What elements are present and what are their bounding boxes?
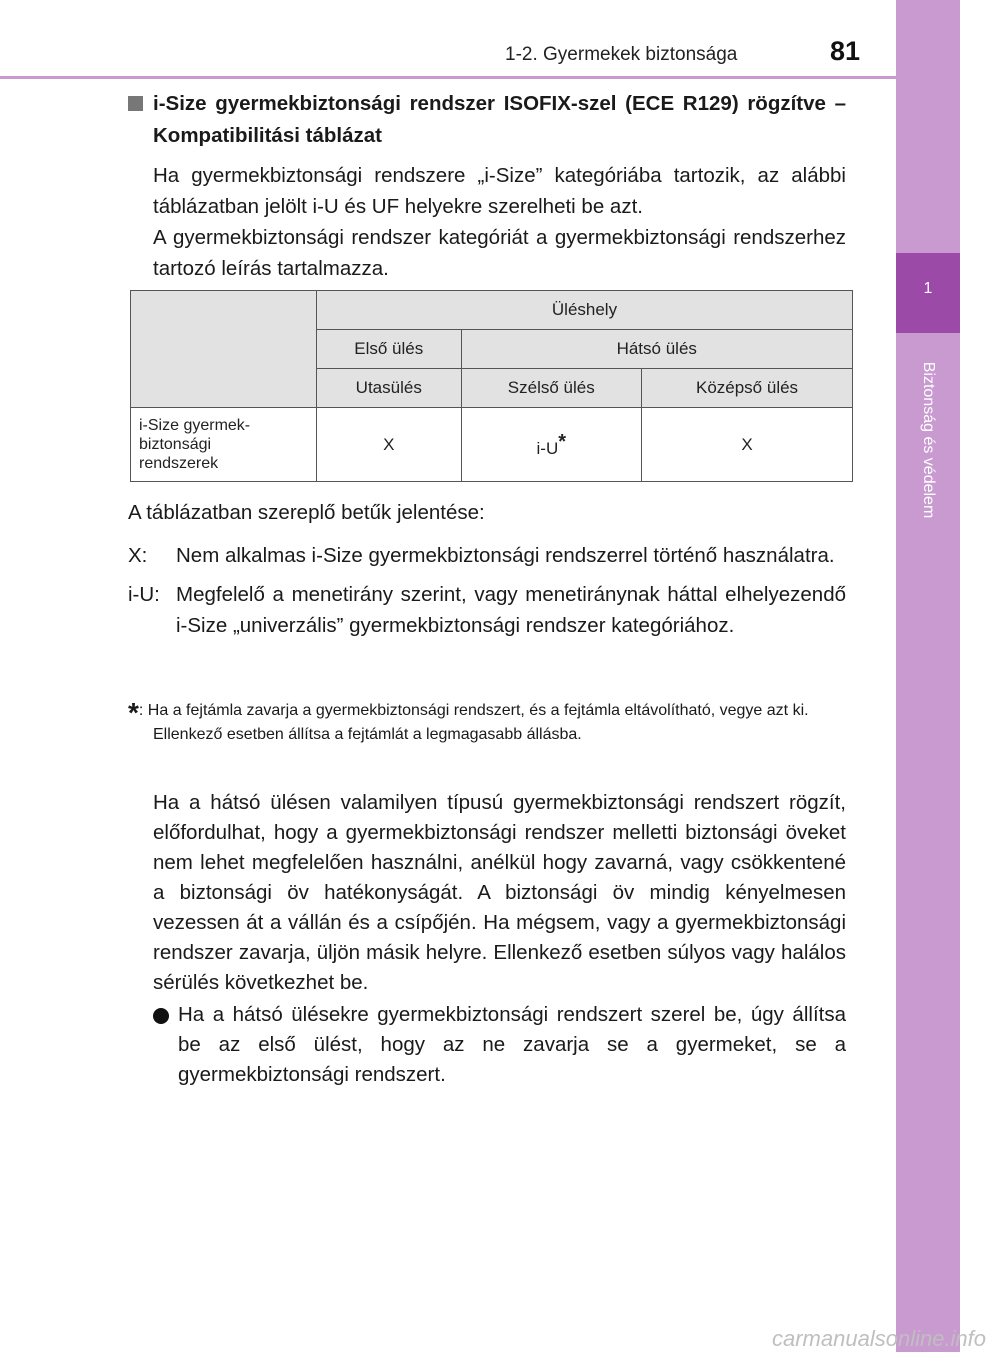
chapter-sidebar: [896, 0, 960, 1352]
row-label-line-2: biztonsági: [139, 436, 212, 453]
legend-intro: A táblázatban szereplő betűk jelentése:: [128, 501, 485, 524]
section-intro: [128, 88, 846, 284]
header-rear-seat: Hátsó ülés: [461, 330, 853, 369]
header-center-seat: Középső ülés: [642, 369, 853, 408]
warning-bullet: [153, 1000, 846, 1090]
header-front-seat: Első ülés: [317, 330, 462, 369]
legend: [128, 497, 846, 649]
header-seat-position: Üléshely: [317, 291, 853, 330]
footnote-text-1: : Ha a fejtámla zavarja a gyermekbiztonsági rendszert, és a fejtámla eltávolítható, vegye azt ki.: [138, 702, 809, 719]
square-bullet-icon: [128, 96, 143, 111]
legend-text-x: Nem alkalmas i-Size gyermekbiztonsági rendszerrel történő használatra.: [176, 544, 835, 567]
cell-outer-value: i-U: [536, 438, 559, 458]
legend-item-x: [128, 540, 846, 571]
header-section-title: 1-2. Gyermekek biztonsága: [505, 44, 738, 65]
footnote-line-1: [128, 697, 846, 728]
footnote: [128, 697, 846, 746]
header-passenger-seat: Utasülés: [317, 369, 462, 408]
footnote-star: *: [128, 697, 139, 728]
compatibility-table: [130, 290, 853, 482]
table-row: [131, 408, 853, 482]
circle-bullet-icon: [153, 1008, 169, 1024]
cell-outer: [461, 408, 642, 482]
warning-bullet-text: Ha a hátsó ülésekre gyermekbiztonsági rendszert szerel be, úgy állítsa be az első ülést, hogy az ne zavarja se a gyermeket, se a gyermekbiztonsági rendszert.: [178, 1003, 846, 1086]
chapter-title: Biztonság és védelem: [920, 361, 937, 519]
page-number: 81: [830, 36, 861, 66]
row-label-line-1: i-Size gyermek-: [139, 417, 251, 434]
section-heading: [128, 88, 846, 152]
row-label: [131, 408, 317, 482]
cell-center: X: [642, 408, 853, 482]
legend-key-x: X:: [128, 544, 148, 567]
legend-key-iu: i-U:: [128, 583, 160, 606]
intro-paragraph-2: A gyermekbiztonsági rendszer kategóriát a gyermekbiztonsági rendszerhez tartozó leírás tartalmazza.: [153, 226, 846, 280]
footnote-mark: *: [558, 430, 567, 453]
watermark: carmanualsonline.info: [772, 1326, 986, 1351]
row-label-line-3: rendszerek: [139, 455, 219, 472]
header-outer-seat: Szélső ülés: [461, 369, 642, 408]
warning-paragraph: Ha a hátsó ülésen valamilyen típusú gyermekbiztonsági rendszert rögzít, előfordulhat, hogy a gyermekbiztonsági rendszer melletti biztonsági öveket nem lehet megfelelően használni, anélkül hogy zavarná, vagy csökkentené a biztonsági öv hatékonyságát. A biztonsági öv mindig kényelmesen vezessen át a vállán és a csípőjén. Ha mégsem, vagy a gyermekbiztonsági rendszer zavarja, üljön másik helyre. Ellenkező esetben súlyos vagy halálos sérülés következhet be.: [153, 791, 846, 994]
header-divider: [0, 76, 896, 79]
footnote-text-2: Ellenkező esetben állítsa a fejtámlát a legmagasabb állásba.: [153, 726, 582, 743]
warning-box: [153, 788, 846, 1090]
legend-item-iu: [128, 579, 846, 641]
legend-text-iu: Megfelelő a menetirány szerint, vagy menetiránynak háttal elhelyezendő i-Size „univerzális” gyermekbiztonsági rendszer kategóriához.: [176, 583, 846, 637]
chapter-number: 1: [923, 280, 933, 297]
cell-passenger: X: [317, 408, 462, 482]
table-corner-cell: [131, 291, 317, 408]
intro-paragraph-1: Ha gyermekbiztonsági rendszere „i-Size” kategóriába tartozik, az alábbi táblázatban jelölt i-U és UF helyekre szerelheti be azt.: [153, 164, 846, 218]
section-heading-text: i-Size gyermekbiztonsági rendszer ISOFIX-szel (ECE R129) rögzítve – Kompatibilitási táblázat: [153, 92, 846, 147]
